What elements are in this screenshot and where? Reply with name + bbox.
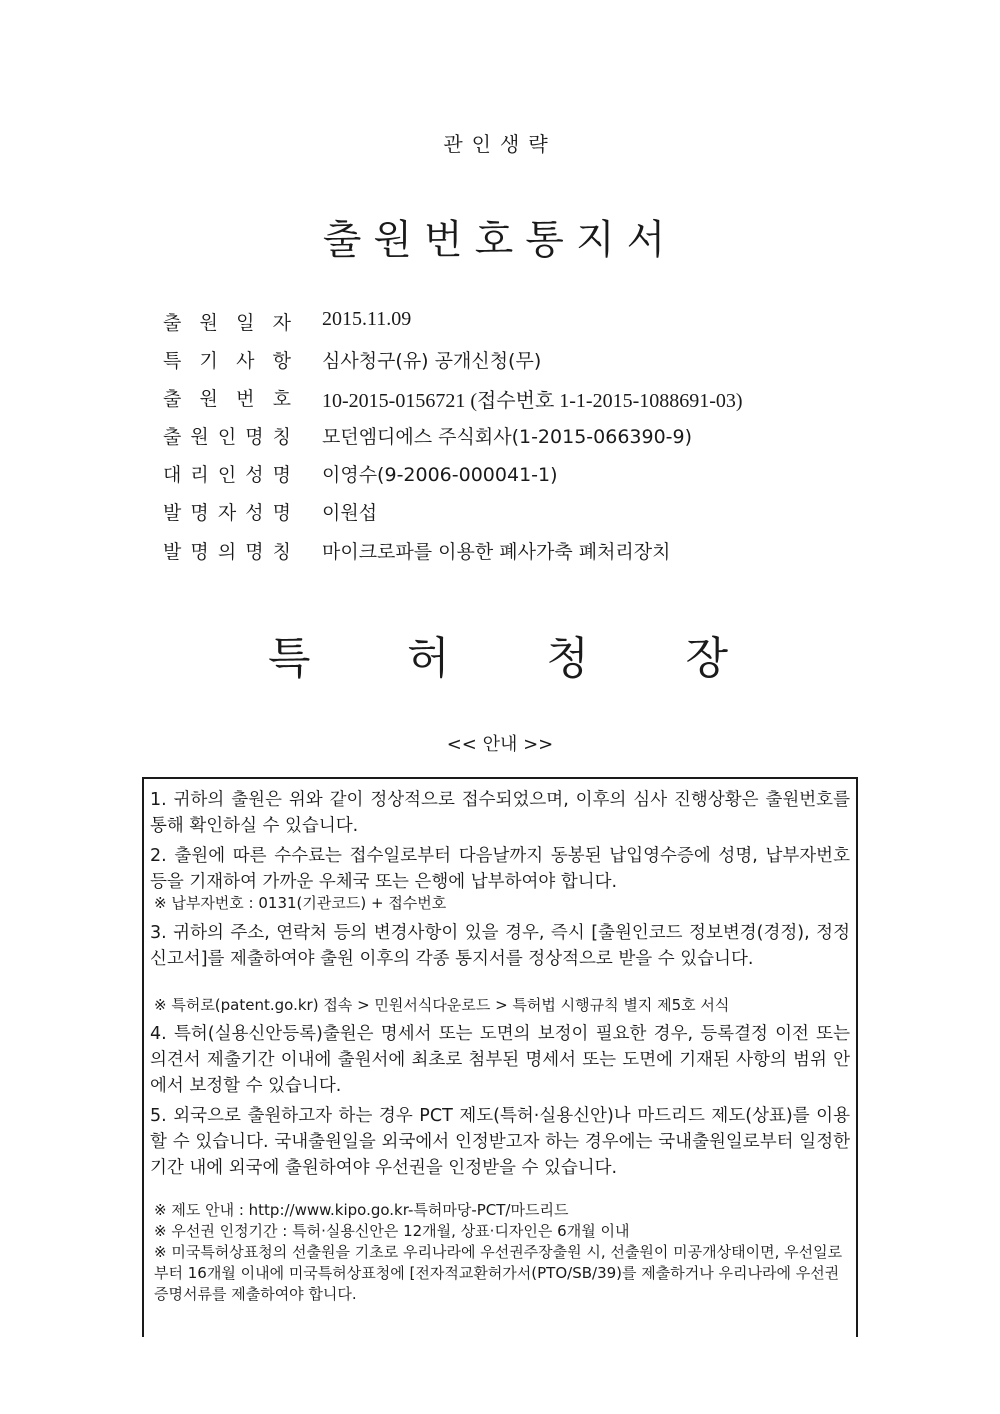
guide-note-payer-number: ※ 납부자번호 : 0131(기관코드) + 접수번호 [154,894,447,912]
field-value-invention-title: 마이크로파를 이용한 폐사가축 폐처리장치 [322,541,671,563]
guide-item-3: 3. 귀하의 주소, 연락처 등의 변경사항이 있을 경우, 즉시 [출원인코드 정보변경(경정), 정정신고서]를 제출하여야 출원 이후의 각종 통지서를 정상적으로 받을 수 있습니다. [150,923,850,969]
guide-item-2: 2. 출원에 따른 수수료는 접수일로부터 다음날까지 동봉된 납입영수증에 성명, 납부자번호 등을 기재하여 가까운 우체국 또는 은행에 납부하여야 합니다. [150,846,850,892]
guide-note-system-info: ※ 제도 안내 : http://www.kipo.go.kr-특허마당-PCT/마드리드 [154,1201,569,1219]
issuer-char: 청 [546,633,589,684]
document-title: 출원번호통지서 [322,217,678,263]
field-value-agent-name: 이영수(9-2006-000041-1) [322,464,558,486]
field-label-text: 발 명 의 명 칭 [163,541,291,563]
field-label-text: 출 원 일 자 [163,312,291,334]
guide-item-5: 5. 외국으로 출원하고자 하는 경우 PCT 제도(특허·실용신안)나 마드리드 제도(상표)를 이용할 수 있습니다. 국내출원일을 외국에서 인정받고자 하는 경우에는 국내출원일로부터 일정한 기간 내에 외국에 출원하여야 우선권을 인정받을 수 있습니다. [150,1106,850,1178]
field-label-text: 대 리 인 성 명 [163,464,291,486]
issuer-char: 장 [685,633,728,684]
guide-item-1: 1. 귀하의 출원은 위와 같이 정상적으로 접수되었으며, 이후의 심사 진행상황은 출원번호를 통해 확인하실 수 있습니다. [150,790,850,836]
field-value-application-number: 10-2015-0156721 (접수번호 1-1-2015-1088691-03) [322,390,743,412]
seal-omitted-text: 관인생략 [443,132,557,156]
field-label-application-number [163,384,291,411]
field-value-applicant-name: 모던엠디에스 주식회사(1-2015-066390-9) [322,426,693,448]
field-label-filing-date [163,308,291,335]
field-value-special-notes: 심사청구(유) 공개신청(무) [322,350,542,372]
field-label-agent-name [163,460,291,487]
field-label-text: 출 원 인 명 칭 [163,426,291,448]
field-value-inventor-name: 이원섭 [322,502,378,524]
field-label-invention-title [163,537,291,564]
issuer-commissioner [268,622,728,686]
field-label-inventor-name [163,498,291,525]
guide-heading: << 안내 >> [446,734,554,755]
field-label-special-notes [163,346,291,373]
field-label-applicant-name [163,422,291,449]
guide-note-patent-site: ※ 특허로(patent.go.kr) 접속 > 민원서식다운로드 > 특허법 시행규칙 별지 제5호 서식 [154,996,730,1014]
field-value-filing-date: 2015.11.09 [322,308,412,330]
field-label-text: 특 기 사 항 [163,350,291,372]
issuer-char: 허 [407,633,450,684]
field-label-text: 출 원 번 호 [163,388,291,410]
issuer-char: 특 [268,633,311,684]
guide-note-us-priority: ※ 미국특허상표청의 선출원을 기초로 우리나라에 우선권주장출원 시, 선출원이 미공개상태이면, 우선일로부터 16개월 이내에 미국특허상표청에 [전자적교환허가서(PTO/SB/39)를 제출하거나 우리나라에 우선권 증명서류를 제출하여야 합니다. [154,1243,843,1303]
guide-note-priority-period: ※ 우선권 인정기간 : 특허·실용신안은 12개월, 상표·디자인은 6개월 이내 [154,1222,630,1240]
field-label-text: 발 명 자 성 명 [163,502,291,524]
guide-item-4: 4. 특허(실용신안등록)출원은 명세서 또는 도면의 보정이 필요한 경우, 등록결정 이전 또는 의견서 제출기간 이내에 출원서에 최초로 첨부된 명세서 또는 도면에 기재된 사항의 범위 안에서 보정할 수 있습니다. [150,1024,850,1096]
